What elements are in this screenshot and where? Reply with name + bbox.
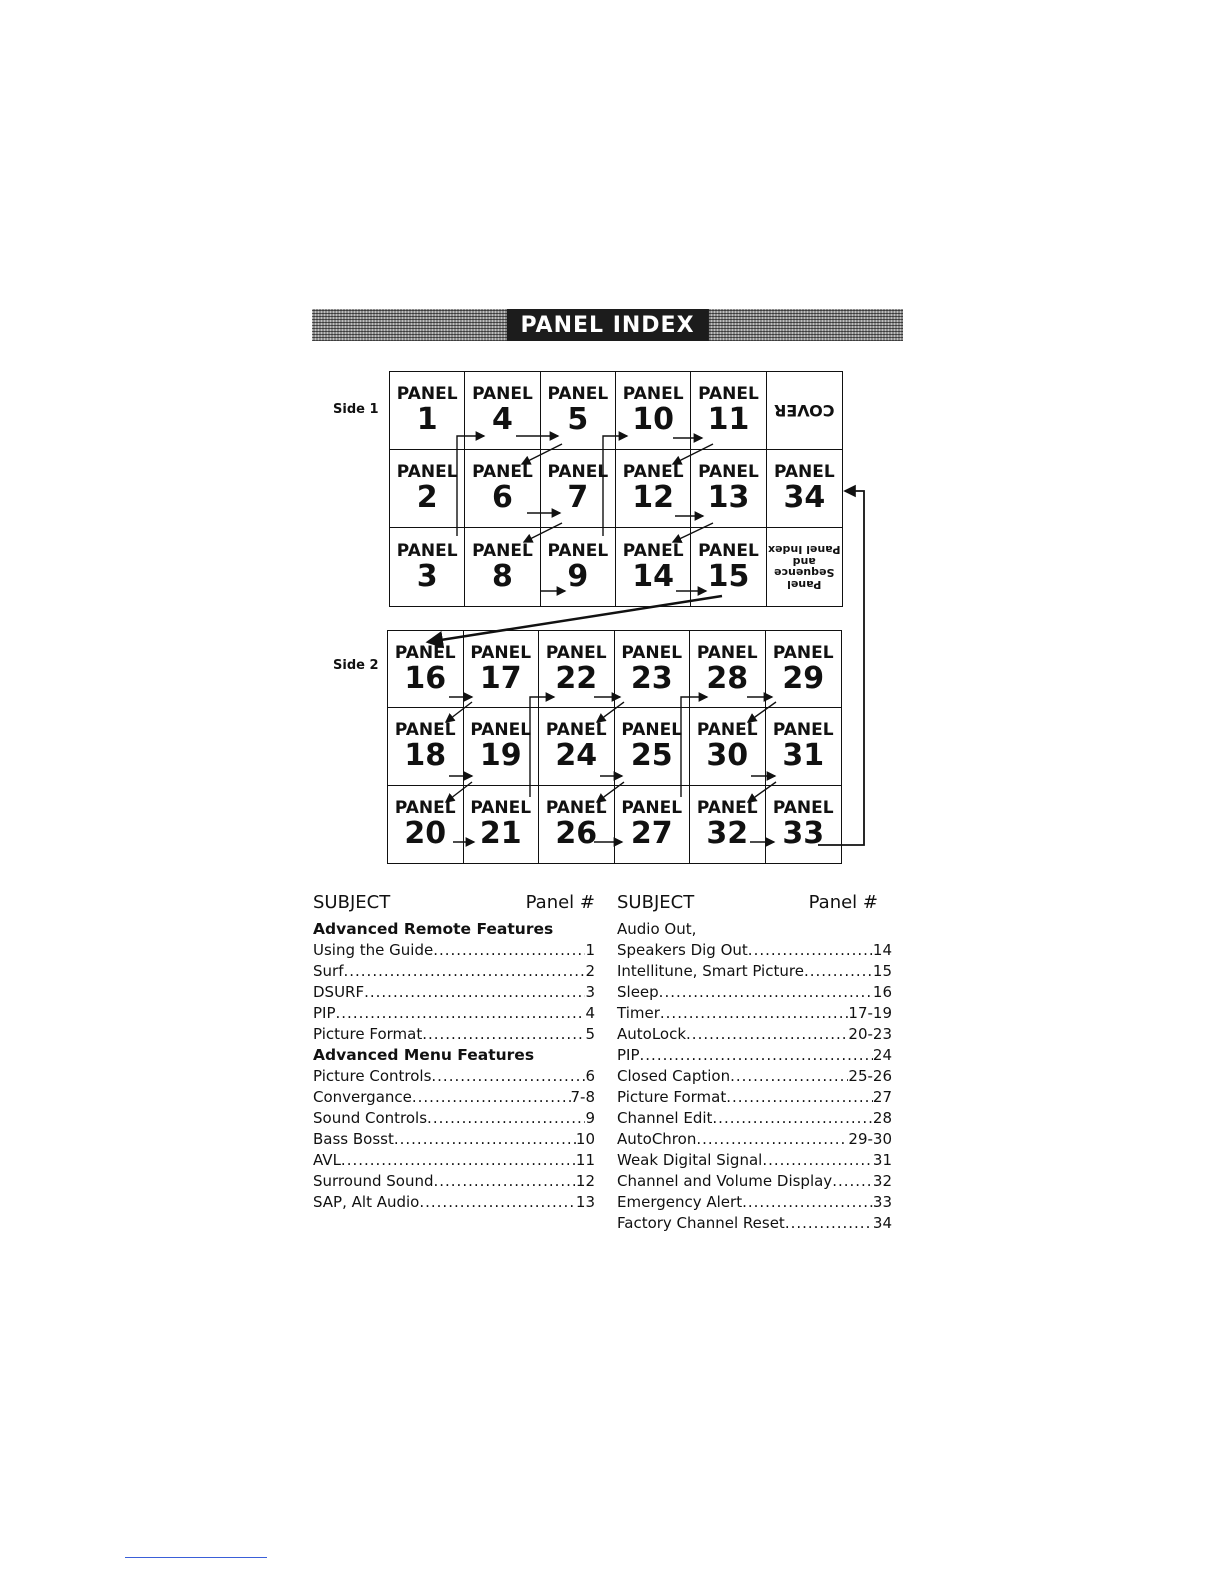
entry-subject: Channel Edit [617, 1109, 713, 1127]
panel-number: 10 [632, 402, 675, 438]
entry-subject: Sleep [617, 983, 659, 1001]
panel-number: 9 [567, 558, 589, 594]
entry-panel-number: 5 [585, 1025, 595, 1043]
dot-leader [341, 1150, 576, 1171]
panel-word: PANEL [696, 643, 758, 664]
dot-leader [660, 1003, 849, 1024]
panel-word: PANEL [772, 798, 834, 819]
panel-cell [615, 708, 691, 785]
dot-leader [343, 961, 585, 982]
entry-subject: DSURF [313, 983, 365, 1001]
panel-cell [690, 786, 766, 863]
index-entry [313, 940, 595, 961]
panel-word: PANEL [396, 540, 458, 561]
panel-word: PANEL [472, 462, 533, 483]
cover-label: COVER [774, 401, 835, 420]
index-entry [617, 1108, 892, 1129]
panel-index-banner [312, 309, 903, 341]
panel-number: 13 [707, 480, 750, 516]
entry-subject: Weak Digital Signal [617, 1151, 763, 1169]
side-2-panel-grid [387, 630, 842, 864]
dot-leader [336, 1003, 586, 1024]
entry-subject: Convergance [313, 1088, 412, 1106]
index-entry [313, 1129, 595, 1150]
entry-subject: AutoLock [617, 1025, 687, 1043]
panel-cell [390, 372, 465, 450]
panel-cell [464, 786, 540, 863]
panel-cell [539, 631, 615, 708]
panel-number: 14 [632, 558, 675, 594]
panel-cell [691, 528, 766, 606]
entry-subject: Picture Controls [313, 1067, 432, 1085]
entry-panel-number: 9 [585, 1109, 595, 1127]
panel-cell [464, 631, 540, 708]
entry-subject: PIP [617, 1046, 640, 1064]
entry-subject: Sound Controls [313, 1109, 428, 1127]
panel-cell [691, 372, 766, 450]
panel-number: 26 [555, 815, 598, 851]
panel-number: 33 [782, 815, 825, 851]
subject-header: SUBJECT [617, 892, 695, 913]
index-entry [617, 1192, 892, 1213]
entry-panel-number: 13 [575, 1193, 595, 1211]
panel-number: 6 [492, 480, 513, 516]
subject-header: SUBJECT [313, 892, 391, 913]
dot-leader [686, 1024, 848, 1045]
entry-subject: Using the Guide [313, 941, 434, 959]
panel-word: PANEL [772, 720, 834, 741]
panel-word: PANEL [622, 384, 684, 405]
panel-word: PANEL [621, 720, 683, 741]
panel-number: 2 [416, 480, 438, 516]
dot-leader [433, 940, 585, 961]
entry-panel-number: 3 [585, 983, 595, 1001]
panel-number: 4 [492, 402, 513, 438]
entry-subject: Factory Channel Reset [617, 1214, 785, 1232]
panel-number: 17 [479, 660, 522, 696]
inverted-text-line: Panel Index [768, 543, 841, 557]
panel-number: 19 [479, 738, 522, 774]
panel-word: PANEL [547, 462, 609, 483]
panel-word: PANEL [696, 798, 758, 819]
panel-cell [615, 631, 691, 708]
panel-word: PANEL [472, 540, 533, 561]
panel-number: 11 [707, 402, 750, 438]
panel-cell [465, 528, 540, 606]
index-header [313, 892, 595, 913]
entry-panel-number: 17-19 [848, 1004, 892, 1022]
footer-rule [125, 1557, 267, 1558]
page-title: PANEL INDEX [506, 309, 708, 341]
panel-number: 16 [404, 660, 447, 696]
panel-word: PANEL [621, 798, 683, 819]
dot-leader [712, 1108, 873, 1129]
dot-leader [730, 1066, 848, 1087]
index-entry [617, 1171, 892, 1192]
index-entry [313, 961, 595, 982]
entry-panel-number: 34 [872, 1214, 892, 1232]
panel-word: PANEL [547, 384, 609, 405]
side-1-panel-grid [389, 371, 843, 607]
panel-cell [691, 450, 766, 528]
dot-leader [832, 1171, 873, 1192]
dot-leader [762, 1150, 873, 1171]
entry-subject: Intellitune, Smart Picture [617, 962, 804, 980]
panel-number: 24 [555, 738, 598, 774]
entry-subject: SAP, Alt Audio [313, 1193, 420, 1211]
panel-cell [767, 372, 842, 450]
index-entry [617, 940, 892, 961]
panel-word: PANEL [622, 462, 684, 483]
index-entry [617, 982, 892, 1003]
panel-number: 5 [567, 402, 589, 438]
panel-word: PANEL [545, 720, 607, 741]
entry-panel-number: 10 [575, 1130, 595, 1148]
entry-subject: Audio Out, [617, 920, 697, 938]
panel-word: PANEL [545, 798, 607, 819]
entry-panel-number: 14 [872, 941, 892, 959]
panel-cell [766, 708, 842, 785]
entry-subject: PIP [313, 1004, 336, 1022]
entry-panel-number: 12 [575, 1172, 595, 1190]
panel-word: PANEL [773, 462, 835, 483]
index-entry [313, 1024, 595, 1045]
panel-word: PANEL [470, 720, 532, 741]
dot-leader [748, 940, 873, 961]
entry-subject: AutoChron [617, 1130, 697, 1148]
panel-number: 27 [630, 815, 673, 851]
panel-word: PANEL [394, 798, 456, 819]
panel-number: 25 [630, 738, 673, 774]
panel-number: 12 [632, 480, 675, 516]
entry-panel-number: 27 [872, 1088, 892, 1106]
panel-word: PANEL [621, 643, 683, 664]
index-entry [617, 1129, 892, 1150]
panel-word: PANEL [698, 384, 759, 405]
entry-subject: Emergency Alert [617, 1193, 743, 1211]
panel-number: 1 [416, 402, 438, 438]
panel-word: PANEL [698, 462, 759, 483]
inverted-text-line: and [792, 555, 816, 568]
entry-panel-number: 29-30 [848, 1130, 892, 1148]
entry-subject: AVL [313, 1151, 341, 1169]
entry-panel-number: 25-26 [848, 1067, 892, 1085]
panel-sequence-index-label [768, 544, 840, 590]
index-section-heading: Advanced Menu Features [313, 1046, 535, 1064]
index-entry [617, 961, 892, 982]
panel-word: PANEL [547, 540, 609, 561]
subject-index-left-column [313, 892, 595, 1213]
index-entry [617, 919, 892, 940]
entry-panel-number: 24 [872, 1046, 892, 1064]
panel-cell [690, 631, 766, 708]
panel-word: PANEL [396, 462, 458, 483]
panel-word: PANEL [396, 384, 458, 405]
panel-word: PANEL [772, 643, 834, 664]
dot-leader [726, 1087, 873, 1108]
panel-cell [465, 450, 540, 528]
index-entry [313, 1192, 595, 1213]
index-entry [313, 1171, 595, 1192]
dot-leader [742, 1192, 873, 1213]
panel-cell [616, 372, 691, 450]
panel-word: PANEL [622, 540, 684, 561]
panel-cell [388, 631, 464, 708]
index-entry [617, 1003, 892, 1024]
entry-panel-number: 33 [872, 1193, 892, 1211]
dot-leader [412, 1087, 571, 1108]
panel-word: PANEL [545, 643, 607, 664]
panel-word: PANEL [470, 643, 532, 664]
entry-subject: Speakers Dig Out [617, 941, 748, 959]
entry-subject: Timer [617, 1004, 660, 1022]
dot-leader [640, 1045, 873, 1066]
index-entry [617, 1150, 892, 1171]
panel-cell [465, 372, 540, 450]
entry-panel-number: 6 [585, 1067, 595, 1085]
entry-panel-number: 7-8 [570, 1088, 595, 1106]
panel-number: 34 [783, 480, 826, 516]
index-entry [617, 1045, 892, 1066]
panel-cell [539, 786, 615, 863]
side-1-label: Side 1 [333, 402, 379, 417]
panel-cell [766, 786, 842, 863]
dot-leader [785, 1213, 873, 1234]
panel-cell [390, 450, 465, 528]
entry-panel-number: 1 [585, 941, 595, 959]
entry-subject: Picture Format [313, 1025, 423, 1043]
index-entry [313, 1003, 595, 1024]
panel-number: 32 [706, 815, 749, 851]
entry-panel-number: 15 [872, 962, 892, 980]
dot-leader [804, 961, 873, 982]
panel-number: 23 [630, 660, 673, 696]
index-entry [617, 1213, 892, 1234]
index-entry [617, 1066, 892, 1087]
panel-number: 7 [567, 480, 589, 516]
panel-word: PANEL [472, 384, 533, 405]
index-entries [313, 919, 595, 1213]
panel-cell [616, 450, 691, 528]
inverted-text-line: Sequence [774, 566, 835, 580]
index-entry [313, 1150, 595, 1171]
panel-word: PANEL [696, 720, 758, 741]
dot-leader [431, 1066, 585, 1087]
inverted-text-line: Panel [787, 578, 822, 592]
dot-leader [696, 1129, 848, 1150]
dot-leader [419, 1192, 576, 1213]
index-entry [313, 1108, 595, 1129]
panel-number: 20 [404, 815, 447, 851]
side-2-label: Side 2 [333, 658, 379, 673]
panel-number: 8 [492, 558, 513, 594]
entry-subject: Picture Format [617, 1088, 727, 1106]
index-header [617, 892, 892, 913]
panel-number: 30 [706, 738, 749, 774]
panel-cell [539, 708, 615, 785]
panel-cell [767, 450, 842, 528]
panel-cell [388, 786, 464, 863]
index-entry [313, 1066, 595, 1087]
panel-cell [464, 708, 540, 785]
panel-number-header: Panel # [525, 892, 595, 913]
panel-number: 31 [782, 738, 825, 774]
index-entry [617, 1087, 892, 1108]
panel-word: PANEL [698, 540, 759, 561]
panel-number: 21 [479, 815, 522, 851]
panel-word: PANEL [394, 643, 456, 664]
entry-subject: Bass Bosst [313, 1130, 394, 1148]
entry-subject: Surround Sound [313, 1172, 434, 1190]
panel-cell [541, 450, 616, 528]
entry-subject: Surf [313, 962, 344, 980]
dot-leader [422, 1024, 585, 1045]
entry-panel-number: 31 [872, 1151, 892, 1169]
panel-number: 28 [706, 660, 749, 696]
panel-cell [541, 372, 616, 450]
panel-cell [767, 528, 842, 606]
entry-panel-number: 11 [575, 1151, 595, 1169]
panel-number: 15 [707, 558, 750, 594]
dot-leader [659, 982, 873, 1003]
dot-leader [364, 982, 585, 1003]
panel-number: 29 [782, 660, 825, 696]
entry-panel-number: 2 [585, 962, 595, 980]
panel-cell [388, 708, 464, 785]
index-entry [313, 1087, 595, 1108]
entry-panel-number: 32 [872, 1172, 892, 1190]
panel-cell [766, 631, 842, 708]
entry-panel-number: 4 [585, 1004, 595, 1022]
panel-word: PANEL [394, 720, 456, 741]
entry-panel-number: 20-23 [848, 1025, 892, 1043]
panel-cell [541, 528, 616, 606]
panel-number-header: Panel # [808, 892, 878, 913]
index-section-heading: Advanced Remote Features [313, 920, 554, 938]
subject-index-right-column [617, 892, 892, 1234]
entry-subject: Closed Caption [617, 1067, 731, 1085]
panel-cell [390, 528, 465, 606]
index-entries [617, 919, 892, 1234]
panel-word: PANEL [470, 798, 532, 819]
dot-leader [394, 1129, 576, 1150]
dot-leader [427, 1108, 585, 1129]
entry-subject: Channel and Volume Display [617, 1172, 833, 1190]
entry-panel-number: 16 [872, 983, 892, 1001]
panel-cell [690, 708, 766, 785]
panel-number: 3 [416, 558, 438, 594]
entry-panel-number: 28 [872, 1109, 892, 1127]
panel-number: 18 [404, 738, 447, 774]
panel-cell [616, 528, 691, 606]
index-entry [617, 1024, 892, 1045]
dot-leader [433, 1171, 575, 1192]
panel-cell [615, 786, 691, 863]
index-entry [313, 982, 595, 1003]
panel-number: 22 [555, 660, 598, 696]
